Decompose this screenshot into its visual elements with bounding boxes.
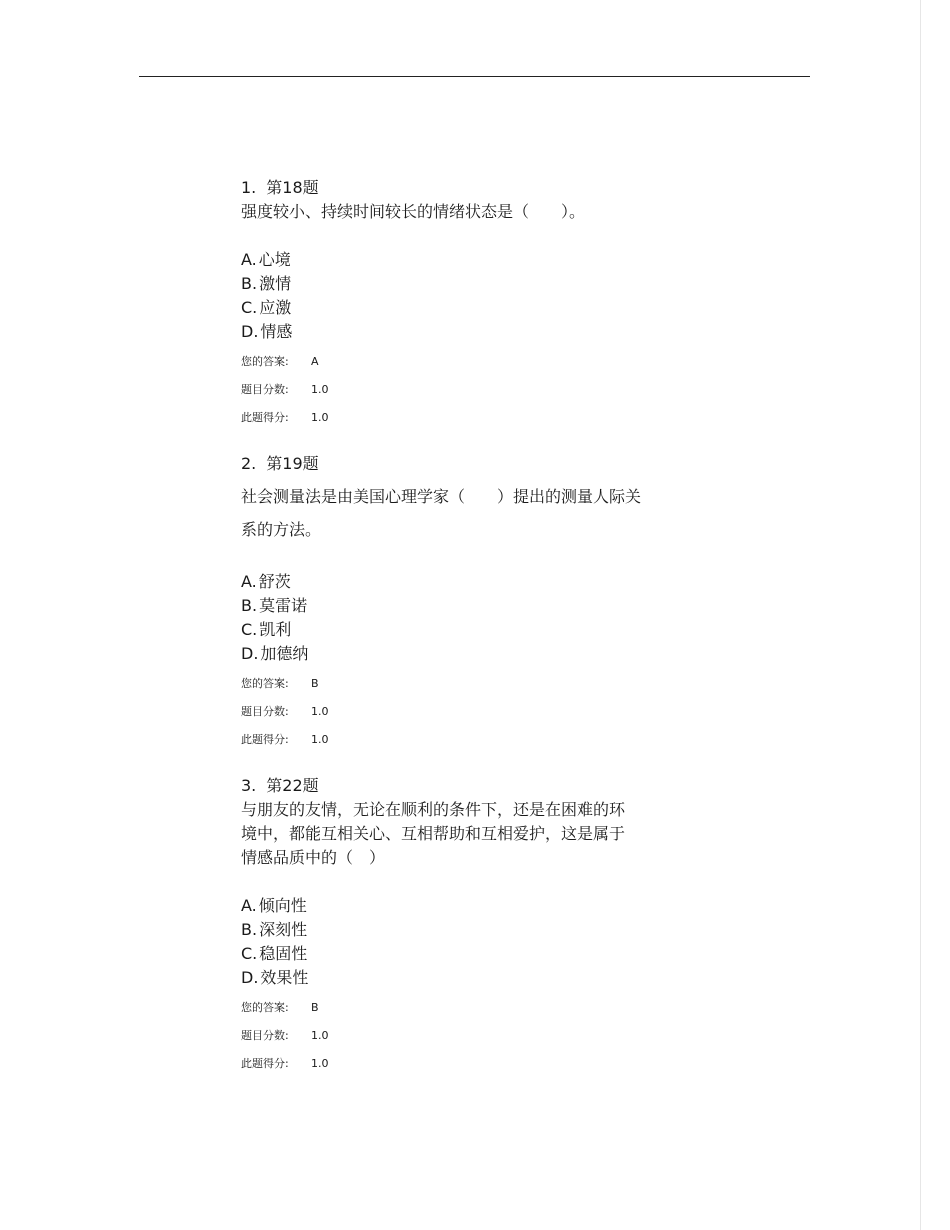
- page-edge-divider: [920, 0, 921, 1230]
- your-answer-label: 您的答案:: [241, 1001, 289, 1014]
- option-text: 应激: [259, 298, 292, 317]
- your-answer-label: 您的答案:: [241, 677, 289, 690]
- earned-score-label: 此题得分:: [241, 1057, 289, 1070]
- question-score-label: 题目分数:: [241, 1029, 289, 1042]
- question-text: 社会测量法是由美国心理学家（ ）提出的测量人际关 系的方法。: [241, 487, 642, 539]
- option-b: [241, 918, 711, 942]
- question-2: [241, 452, 711, 754]
- question-number: 2.: [241, 454, 257, 473]
- option-d: [241, 320, 711, 344]
- option-c: [241, 942, 711, 966]
- your-answer-value: A: [311, 355, 319, 368]
- earned-score-row: [241, 404, 711, 432]
- option-letter: B.: [241, 596, 258, 615]
- question-score-row: [241, 376, 711, 404]
- option-letter: A.: [241, 572, 257, 591]
- option-c: [241, 618, 711, 642]
- option-text: 凯利: [259, 620, 292, 639]
- option-list: [241, 248, 711, 344]
- earned-score-label: 此题得分:: [241, 411, 289, 424]
- earned-score-label: 此题得分:: [241, 733, 289, 746]
- earned-score-row: [241, 726, 711, 754]
- option-a: [241, 570, 711, 594]
- question-title: [241, 452, 711, 476]
- option-letter: C.: [241, 298, 258, 317]
- option-text: 深刻性: [259, 920, 308, 939]
- option-text: 情感: [260, 322, 293, 341]
- question-3: [241, 774, 711, 1078]
- earned-score-value: 1.0: [311, 1057, 329, 1070]
- question-1: [241, 176, 711, 432]
- your-answer-row: [241, 994, 711, 1022]
- question-score-row: [241, 1022, 711, 1050]
- your-answer-row: [241, 670, 711, 698]
- option-letter: C.: [241, 620, 258, 639]
- option-text: 舒茨: [258, 572, 291, 591]
- option-d: [241, 642, 711, 666]
- option-letter: C.: [241, 944, 258, 963]
- question-score-row: [241, 698, 711, 726]
- option-letter: A.: [241, 250, 257, 269]
- option-letter: D.: [241, 968, 259, 987]
- question-number: 3.: [241, 776, 257, 795]
- option-list: [241, 894, 711, 990]
- question-score-value: 1.0: [311, 705, 329, 718]
- question-number: 1.: [241, 178, 257, 197]
- option-text: 激情: [259, 274, 292, 293]
- result-block: [241, 348, 711, 432]
- option-b: [241, 272, 711, 296]
- question-score-value: 1.0: [311, 383, 329, 396]
- question-text: 强度较小、持续时间较长的情绪状态是（ ）。: [241, 202, 586, 221]
- earned-score-value: 1.0: [311, 411, 329, 424]
- option-a: [241, 248, 711, 272]
- option-text: 稳固性: [259, 944, 308, 963]
- option-letter: B.: [241, 920, 258, 939]
- question-score-value: 1.0: [311, 1029, 329, 1042]
- question-score-label: 题目分数:: [241, 383, 289, 396]
- your-answer-row: [241, 348, 711, 376]
- option-d: [241, 966, 711, 990]
- option-letter: B.: [241, 274, 258, 293]
- option-text: 效果性: [260, 968, 309, 987]
- option-text: 莫雷诺: [259, 596, 308, 615]
- your-answer-value: B: [311, 1001, 319, 1014]
- earned-score-value: 1.0: [311, 733, 329, 746]
- question-label: 第22题: [266, 776, 319, 795]
- option-letter: D.: [241, 322, 259, 341]
- question-title: [241, 176, 711, 200]
- question-text: 与朋友的友情，无论在顺利的条件下，还是在困难的环 境中，都能互相关心、互相帮助和互相爱护，这是属于 情感品质中的（ ）: [241, 800, 626, 867]
- question-list: [241, 176, 711, 1098]
- question-score-label: 题目分数:: [241, 705, 289, 718]
- result-block: [241, 670, 711, 754]
- option-c: [241, 296, 711, 320]
- header-rule: [139, 76, 810, 77]
- question-label: 第18题: [266, 178, 319, 197]
- earned-score-row: [241, 1050, 711, 1078]
- option-text: 心境: [258, 250, 291, 269]
- option-a: [241, 894, 711, 918]
- question-title: [241, 774, 711, 798]
- option-list: [241, 570, 711, 666]
- result-block: [241, 994, 711, 1078]
- your-answer-value: B: [311, 677, 319, 690]
- option-text: 倾向性: [258, 896, 307, 915]
- option-b: [241, 594, 711, 618]
- option-text: 加德纳: [260, 644, 309, 663]
- your-answer-label: 您的答案:: [241, 355, 289, 368]
- option-letter: A.: [241, 896, 257, 915]
- question-label: 第19题: [266, 454, 319, 473]
- option-letter: D.: [241, 644, 259, 663]
